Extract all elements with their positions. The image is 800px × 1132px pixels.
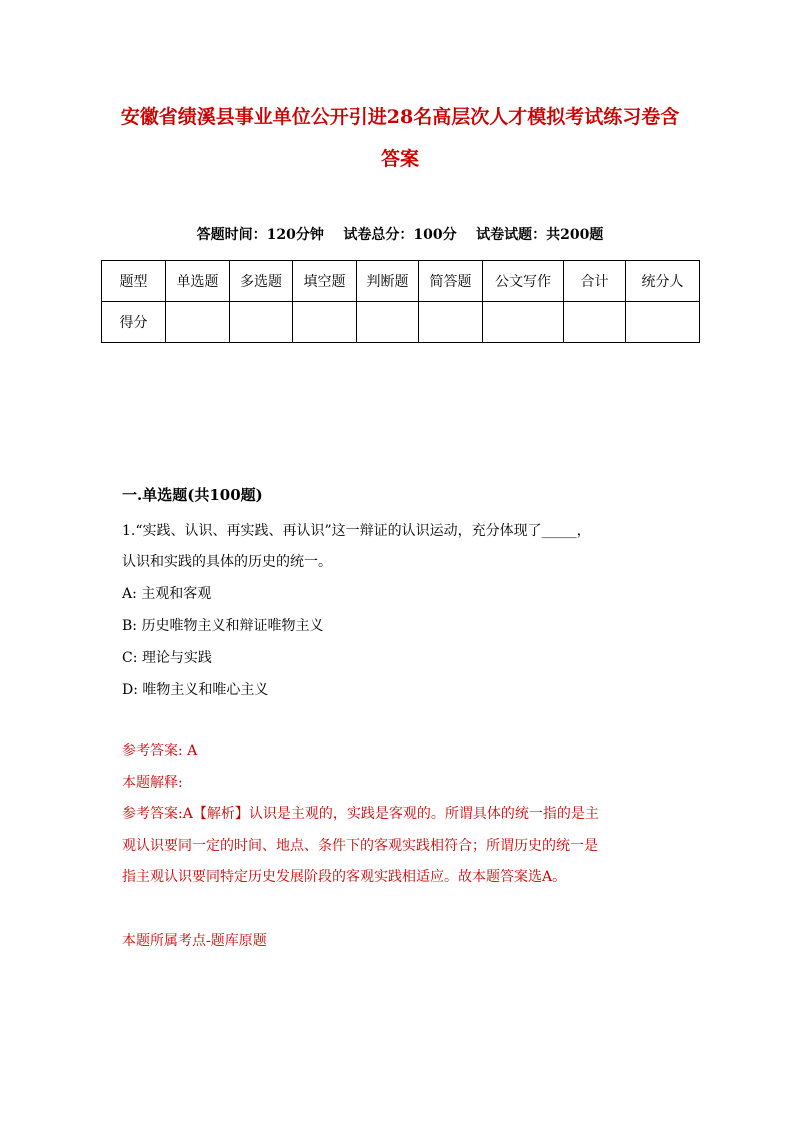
header-cell: 判断题 bbox=[357, 261, 419, 302]
header-cell: 公文写作 bbox=[483, 261, 564, 302]
header-cell: 单选题 bbox=[166, 261, 230, 302]
option-b: B: 历史唯物主义和辩证唯物主义 bbox=[122, 618, 324, 634]
document-title-line-2: 答案 bbox=[380, 148, 419, 170]
header-cell: 合计 bbox=[564, 261, 626, 302]
score-cell bbox=[419, 302, 483, 343]
score-cell bbox=[166, 302, 230, 343]
score-table bbox=[101, 260, 700, 343]
score-cell bbox=[564, 302, 626, 343]
score-cell bbox=[293, 302, 357, 343]
option-d: D: 唯物主义和唯心主义 bbox=[122, 682, 269, 698]
explanation-line-2: 观认识要同一定的时间、地点、条件下的客观实践相符合；所谓历史的统一是 bbox=[122, 838, 598, 854]
score-cell bbox=[230, 302, 293, 343]
exam-meta: 答题时间：120分钟 试卷总分：100分 试卷试题：共200题 bbox=[196, 227, 604, 243]
header-cell: 统分人 bbox=[626, 261, 700, 302]
score-table-header-row bbox=[102, 261, 700, 302]
question-source: 本题所属考点-题库原题 bbox=[122, 933, 267, 949]
header-cell: 多选题 bbox=[230, 261, 293, 302]
header-cell: 填空题 bbox=[293, 261, 357, 302]
option-a: A: 主观和客观 bbox=[122, 586, 212, 602]
explanation-line-1: 参考答案:A【解析】认识是主观的，实践是客观的。所谓具体的统一指的是主 bbox=[122, 806, 599, 822]
section-heading: 一.单选题(共100题) bbox=[122, 486, 263, 504]
header-cell: 简答题 bbox=[419, 261, 483, 302]
document-title-line-1: 安徽省绩溪县事业单位公开引进28名高层次人才模拟考试练习卷含 bbox=[120, 106, 680, 128]
explanation-label: 本题解释: bbox=[122, 775, 183, 791]
explanation-line-3: 指主观认识要同特定历史发展阶段的客观实践相适应。故本题答案选A。 bbox=[122, 869, 567, 885]
option-c: C: 理论与实践 bbox=[122, 650, 212, 666]
header-cell: 题型 bbox=[102, 261, 166, 302]
score-cell bbox=[626, 302, 700, 343]
score-table-score-row bbox=[102, 302, 700, 343]
score-cell bbox=[483, 302, 564, 343]
row-label-cell: 得分 bbox=[102, 302, 166, 343]
question-stem-line-2: 认识和实践的具体的历史的统一。 bbox=[122, 554, 332, 570]
question-stem-line-1: 1.“实践、认识、再实践、再认识”这一辩证的认识运动，充分体现了_____， bbox=[122, 523, 591, 539]
score-cell bbox=[357, 302, 419, 343]
reference-answer: 参考答案: A bbox=[122, 743, 198, 759]
